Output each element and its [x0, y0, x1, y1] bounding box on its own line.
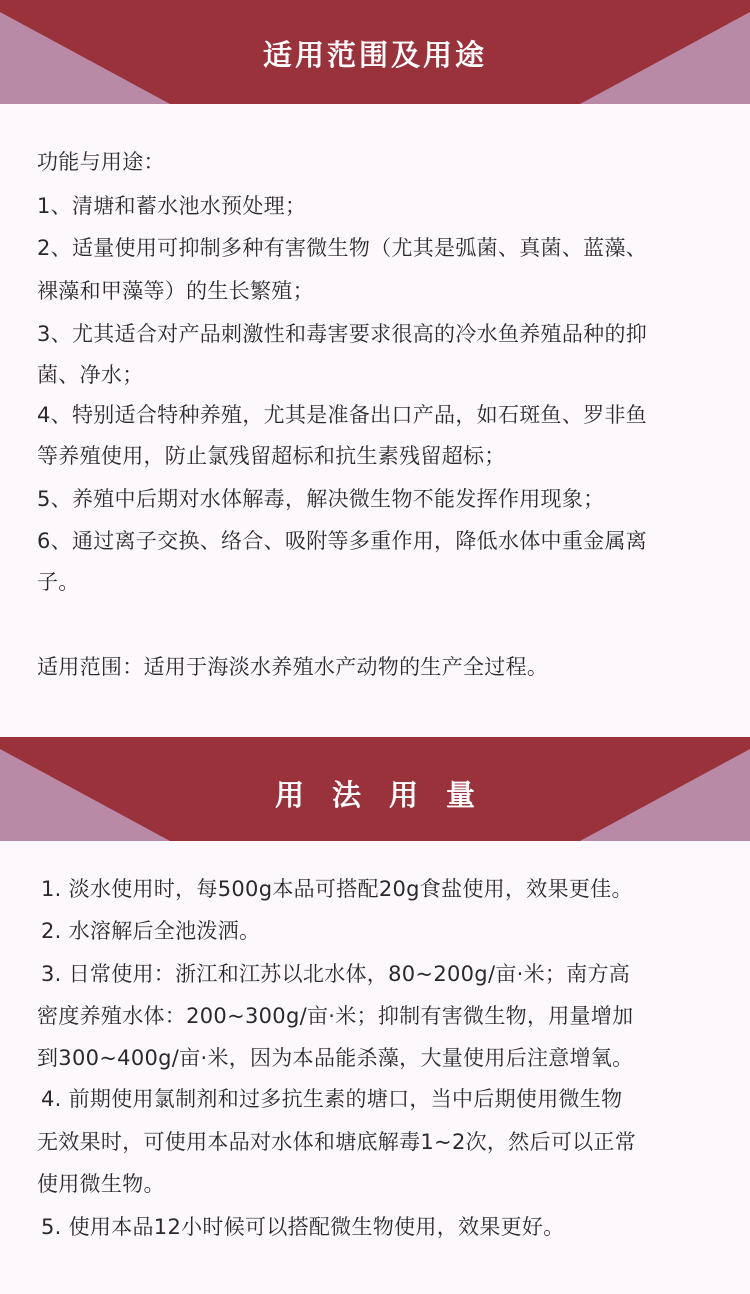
text-line: 密度养殖水体：200~300g/亩·米；抑制有害微生物，用量增加: [37, 1004, 634, 1028]
text-line: 2、适量使用可抑制多种有害微生物（尤其是弧菌、真菌、蓝藻、: [37, 236, 648, 260]
text-line: 子。: [37, 570, 80, 594]
text-line: 3、尤其适合对产品刺激性和毒害要求很高的冷水鱼养殖品种的抑: [37, 322, 648, 346]
text-line: 4. 前期使用氯制剂和过多抗生素的塘口，当中后期使用微生物: [41, 1087, 623, 1111]
section-title: 适用范围及用途: [262, 38, 487, 72]
text-line: 2. 水溶解后全池泼洒。: [41, 919, 261, 943]
section-header-scope: [0, 0, 750, 104]
section-title: 用法用量: [274, 778, 503, 812]
text-line: 5. 使用本品12小时候可以搭配微生物使用，效果更好。: [41, 1215, 565, 1239]
text-line: 5、养殖中后期对水体解毒，解决微生物不能发挥作用现象；: [37, 487, 605, 511]
dosage-section: [0, 841, 750, 1294]
section-header-dosage: [0, 737, 750, 841]
text-line: 1、清塘和蓄水池水预处理；: [37, 194, 307, 218]
text-line: 使用微生物。: [37, 1172, 165, 1196]
scope-line: 适用范围：适用于海淡水养殖水产动物的生产全过程。: [37, 655, 549, 679]
text-line: 菌、净水；: [37, 363, 144, 387]
text-line: 1. 淡水使用时，每500g本品可搭配20g食盐使用，效果更佳。: [41, 877, 633, 901]
text-line: 到300~400g/亩·米，因为本品能杀藻，大量使用后注意增氧。: [37, 1046, 634, 1070]
text-line: 功能与用途：: [37, 150, 165, 174]
text-line: 无效果时，可使用本品对水体和塘底解毒1~2次，然后可以正常: [37, 1130, 637, 1154]
usage-scope-section: [0, 104, 750, 737]
text-line: 裸藻和甲藻等）的生长繁殖；: [37, 279, 314, 303]
text-line: 等养殖使用，防止氯残留超标和抗生素残留超标；: [37, 444, 506, 468]
text-line: 3. 日常使用：浙江和江苏以北水体，80~200g/亩·米；南方高: [41, 962, 631, 986]
text-line: 6、通过离子交换、络合、吸附等多重作用，降低水体中重金属离: [37, 529, 648, 553]
text-line: 4、特别适合特种养殖，尤其是准备出口产品，如石斑鱼、罗非鱼: [37, 403, 648, 427]
